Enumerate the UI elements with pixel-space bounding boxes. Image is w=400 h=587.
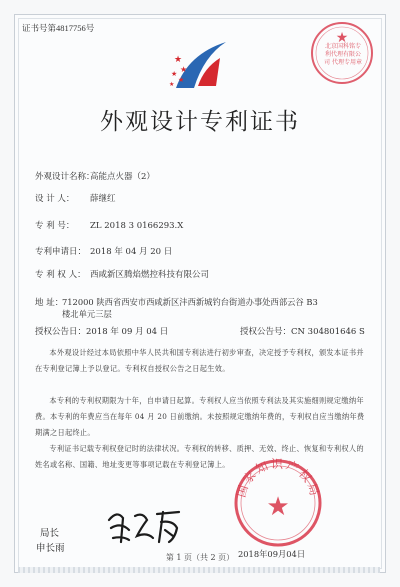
svg-text:★: ★ [266, 492, 290, 522]
cnipa-logo-icon [168, 36, 234, 94]
design-name-value: 高能点火器（2） [90, 172, 155, 182]
director-title: 局长 [40, 528, 60, 539]
body-paragraph-2: 本专利的专利权期限为十年，自申请日起算。专利权人应当依照专利法及其实施细则规定缴纳年费。本专利的年费应当在每年 04 月 20 日前缴纳。未按照规定缴纳年费的，专利权自应当缴纳年费期满之日起终止。 [35, 396, 365, 437]
director-name: 申长雨 [36, 543, 65, 554]
address-label: 地 址： [35, 298, 64, 308]
page-number: 第 1 页（共 2 页） [165, 553, 235, 562]
patent-number-value: ZL 2018 3 0166293.X [90, 221, 184, 231]
filing-date-row [35, 245, 172, 257]
designer-value: 薛继红 [90, 194, 116, 204]
patentee-label: 专 利 权 人： [35, 270, 86, 280]
filing-date-value: 2018 年 04 月 20 日 [90, 247, 173, 257]
auth-number-row [240, 325, 365, 337]
designer-row [35, 192, 116, 204]
filing-date-label: 专利申请日： [35, 247, 87, 257]
auth-date-row [35, 325, 168, 337]
body-paragraph-3: 专利证书记载专利权登记时的法律状况。专利权的转移、质押、无效、终止、恢复和专利权人的姓名或名称、国籍、地址变更等事项记载在专利登记簿上。 [35, 444, 364, 469]
svg-text:★: ★ [171, 70, 178, 78]
svg-text:★: ★ [174, 55, 183, 65]
design-name-row [35, 170, 155, 182]
certificate-title: 外观设计专利证书 [100, 109, 300, 135]
address-value: 712000 陕西省西安市西咸新区沣西新城钓台街道办事处西部云谷 B3 楼北单元三层 [62, 297, 318, 319]
seal-date: 2018年09月04日 [238, 549, 306, 559]
seal-arc-text [232, 457, 324, 549]
auth-number-value: CN 304801646 S [291, 327, 365, 337]
design-name-label: 外观设计名称： [35, 172, 95, 182]
svg-text:国家知识产权局 [234, 457, 322, 499]
auth-date-value: 2018 年 09 月 04 日 [86, 327, 169, 337]
auth-date-label: 授权公告日： [35, 327, 87, 337]
svg-text:★: ★ [180, 65, 188, 74]
bottom-decorative-strip [18, 567, 380, 573]
svg-text:★: ★ [169, 81, 175, 88]
patentee-row [35, 268, 209, 280]
patent-number-row [35, 219, 183, 231]
seal-text: 国家知识产权局 [233, 457, 323, 499]
auth-number-label: 授权公告号： [240, 327, 292, 337]
director-signature-icon [103, 502, 185, 552]
certificate-number: 证书号第4817756号 [22, 23, 95, 33]
patentee-value: 西咸新区腾焰燃控科技有限公司 [90, 270, 210, 280]
designer-label: 设 计 人： [35, 194, 75, 204]
svg-text:★: ★ [335, 30, 349, 46]
body-paragraph-1: 本外观设计经过本局依照中华人民共和国专利法进行初步审查，决定授予专利权，颁发本证书并在专利登记簿上予以登记。专利权自授权公告之日起生效。 [35, 348, 364, 373]
svg-text:★: ★ [178, 76, 185, 84]
patent-number-label: 专 利 号： [35, 221, 75, 231]
inner-border [18, 18, 382, 569]
agency-stamp-text: 北京国科铭专利代理有限公司 代理专用章 [324, 43, 362, 66]
